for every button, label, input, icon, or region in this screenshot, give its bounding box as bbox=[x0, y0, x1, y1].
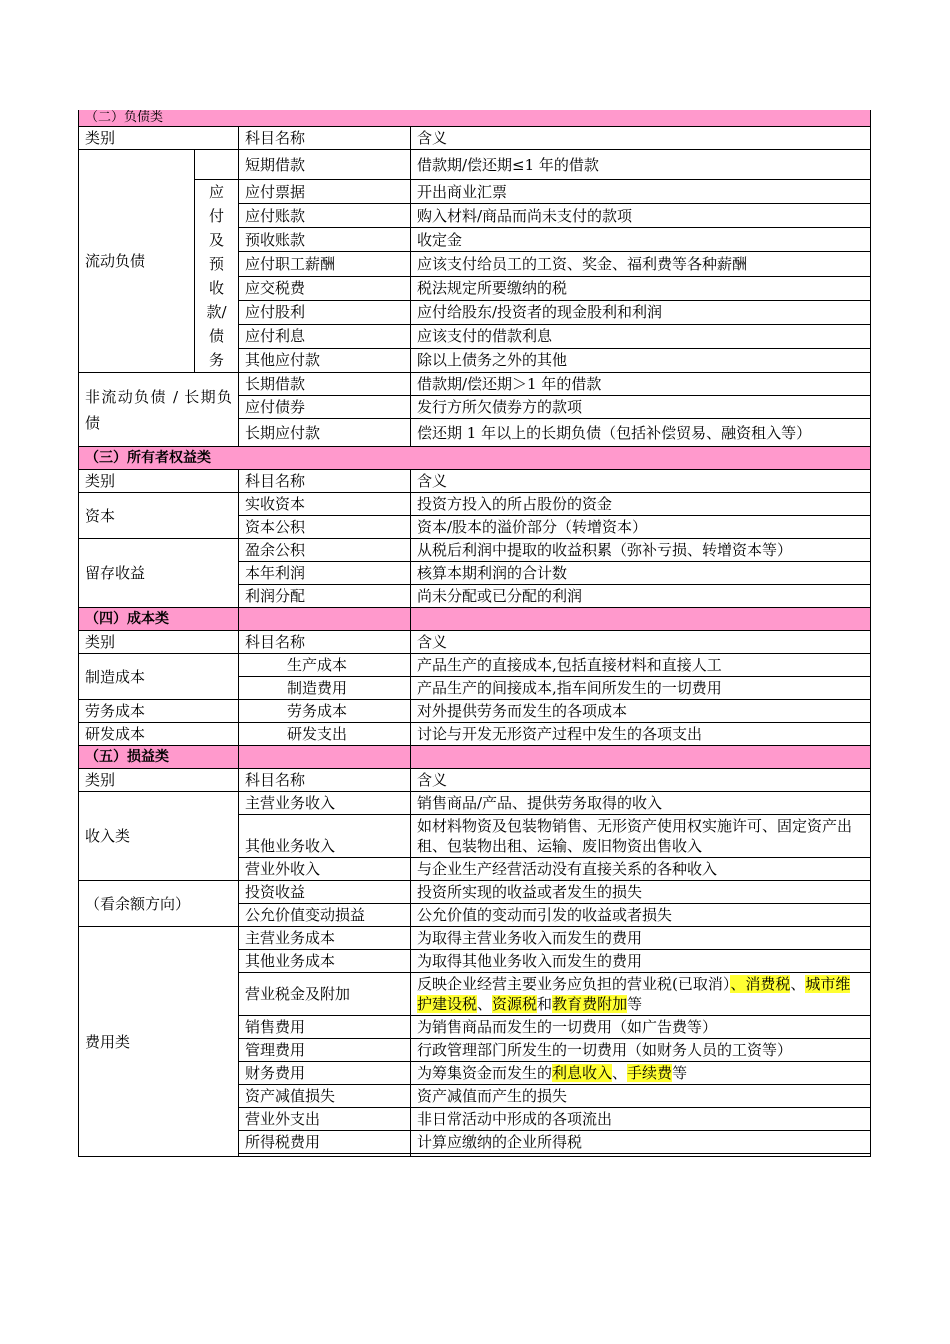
category-cell: （看余额方向） bbox=[79, 881, 239, 927]
section-title: （五）损益类 bbox=[79, 746, 239, 769]
subject-cell: 制造费用 bbox=[239, 677, 411, 700]
subject-cell bbox=[239, 1154, 411, 1157]
meaning-cell: 收定金 bbox=[411, 228, 871, 252]
subject-cell: 主营业务成本 bbox=[239, 927, 411, 950]
subject-cell: 研发支出 bbox=[239, 723, 411, 746]
meaning-cell: 投资所实现的收益或者发生的损失 bbox=[411, 881, 871, 904]
meaning-cell: 税法规定所要缴纳的税 bbox=[411, 276, 871, 300]
category-cell: 流动负债 bbox=[79, 150, 195, 373]
subject-cell: 生产成本 bbox=[239, 654, 411, 677]
subject-cell: 所得税费用 bbox=[239, 1131, 411, 1154]
header-category: 类别 bbox=[79, 127, 239, 150]
meaning-text: 为筹集资金而发生的 bbox=[417, 1064, 553, 1082]
table-row bbox=[79, 180, 871, 204]
accounting-subjects-page bbox=[78, 110, 870, 1157]
meaning-cell: 对外提供劳务而发生的各项成本 bbox=[411, 700, 871, 723]
category-cell: 非流动负债 / 长期负债 bbox=[79, 373, 239, 447]
subject-cell: 营业外支出 bbox=[239, 1108, 411, 1131]
section-cost bbox=[79, 608, 871, 631]
category-cell: 劳务成本 bbox=[79, 700, 239, 723]
highlight-text: 利息收入 bbox=[552, 1064, 613, 1082]
subject-cell: 公允价值变动损益 bbox=[239, 904, 411, 927]
section-title: （二）负债类 bbox=[79, 110, 871, 127]
header-subject: 科目名称 bbox=[239, 769, 411, 792]
header-category: 类别 bbox=[79, 769, 239, 792]
meaning-cell: 偿还期 1 年以上的长期负债（包括补偿贸易、融资租入等） bbox=[411, 419, 871, 447]
meaning-cell: 尚未分配或已分配的利润 bbox=[411, 585, 871, 608]
subject-cell: 应付股利 bbox=[239, 300, 411, 324]
subject-cell: 应付利息 bbox=[239, 324, 411, 348]
subject-cell: 应付债券 bbox=[239, 396, 411, 419]
accounting-subjects-table bbox=[78, 110, 871, 1157]
meaning-cell: 除以上债务之外的其他 bbox=[411, 348, 871, 372]
highlight-text: 城市维护建设税 bbox=[417, 975, 851, 1013]
header-meaning: 含义 bbox=[411, 631, 871, 654]
meaning-cell: 借款期/偿还期≤1 年的借款 bbox=[411, 150, 871, 180]
section-profit-loss bbox=[79, 746, 871, 769]
subject-cell: 投资收益 bbox=[239, 881, 411, 904]
subject-cell: 预收账款 bbox=[239, 228, 411, 252]
meaning-cell: 从税后利润中提取的收益积累（弥补亏损、转增资本等） bbox=[411, 539, 871, 562]
meaning-text: 、 bbox=[612, 1064, 628, 1082]
section-blank bbox=[411, 746, 871, 769]
table-row bbox=[79, 700, 871, 723]
header-category: 类别 bbox=[79, 631, 239, 654]
meaning-cell: 行政管理部门所发生的一切费用（如财务人员的工资等） bbox=[411, 1039, 871, 1062]
subject-cell: 长期应付款 bbox=[239, 419, 411, 447]
table-row bbox=[79, 539, 871, 562]
category-cell: 研发成本 bbox=[79, 723, 239, 746]
table-row bbox=[79, 927, 871, 950]
meaning-cell: 计算应缴纳的企业所得税 bbox=[411, 1131, 871, 1154]
subject-cell: 实收资本 bbox=[239, 493, 411, 516]
category-cell: 资本 bbox=[79, 493, 239, 539]
category-cell: 留存收益 bbox=[79, 539, 239, 608]
meaning-text: 、 bbox=[477, 995, 493, 1013]
meaning-cell: 发行方所欠债券方的款项 bbox=[411, 396, 871, 419]
subject-cell: 利润分配 bbox=[239, 585, 411, 608]
table-row bbox=[79, 373, 871, 396]
meaning-cell: 借款期/偿还期＞1 年的借款 bbox=[411, 373, 871, 396]
subject-cell: 本年利润 bbox=[239, 562, 411, 585]
subject-cell: 短期借款 bbox=[239, 150, 411, 180]
subject-cell: 财务费用 bbox=[239, 1062, 411, 1085]
subject-cell: 管理费用 bbox=[239, 1039, 411, 1062]
subject-cell: 其他业务成本 bbox=[239, 950, 411, 973]
empty-cell bbox=[195, 150, 239, 180]
meaning-cell bbox=[411, 1154, 871, 1157]
table-row bbox=[79, 493, 871, 516]
table-row bbox=[79, 150, 871, 180]
subject-cell: 营业税金及附加 bbox=[239, 973, 411, 1016]
meaning-cell: 产品生产的直接成本,包括直接材料和直接人工 bbox=[411, 654, 871, 677]
section-blank bbox=[239, 746, 411, 769]
meaning-cell: 资本/股本的溢价部分（转增资本） bbox=[411, 516, 871, 539]
meaning-text: 、 bbox=[790, 975, 806, 993]
meaning-cell: 为取得主营业务收入而发生的费用 bbox=[411, 927, 871, 950]
header-subject: 科目名称 bbox=[239, 127, 411, 150]
header-meaning: 含义 bbox=[411, 127, 871, 150]
subject-cell: 资产减值损失 bbox=[239, 1085, 411, 1108]
subject-cell: 主营业务收入 bbox=[239, 792, 411, 815]
header-category: 类别 bbox=[79, 470, 239, 493]
category-cell: 费用类 bbox=[79, 927, 239, 1157]
subject-cell: 劳务成本 bbox=[239, 700, 411, 723]
subject-cell: 其他应付款 bbox=[239, 348, 411, 372]
meaning-cell: 应付给股东/投资者的现金股利和利润 bbox=[411, 300, 871, 324]
section-blank bbox=[411, 608, 871, 631]
meaning-cell: 产品生产的间接成本,指车间所发生的一切费用 bbox=[411, 677, 871, 700]
table-row bbox=[79, 881, 871, 904]
meaning-cell: 为取得其他业务收入而发生的费用 bbox=[411, 950, 871, 973]
meaning-text: 反映企业经营主要业务应负担的营业税(已取消） bbox=[417, 975, 731, 993]
section-equity bbox=[79, 447, 871, 470]
subgroup-cell: 应 付 及 预 收 款/ 债 务 bbox=[195, 180, 239, 373]
highlight-text: 、消费税 bbox=[730, 975, 791, 993]
meaning-cell: 讨论与开发无形资产过程中发生的各项支出 bbox=[411, 723, 871, 746]
subject-cell: 应付职工薪酬 bbox=[239, 252, 411, 276]
meaning-cell: 应该支付的借款利息 bbox=[411, 324, 871, 348]
meaning-text: 和 bbox=[537, 995, 553, 1013]
meaning-cell: 为销售商品而发生的一切费用（如广告费等） bbox=[411, 1016, 871, 1039]
meaning-cell: 开出商业汇票 bbox=[411, 180, 871, 204]
header-row bbox=[79, 631, 871, 654]
meaning-cell: 公允价值的变动而引发的收益或者损失 bbox=[411, 904, 871, 927]
meaning-cell: 应该支付给员工的工资、奖金、福利费等各种薪酬 bbox=[411, 252, 871, 276]
subject-cell: 销售费用 bbox=[239, 1016, 411, 1039]
category-cell: 制造成本 bbox=[79, 654, 239, 700]
table-row bbox=[79, 654, 871, 677]
meaning-cell: 核算本期利润的合计数 bbox=[411, 562, 871, 585]
subject-cell: 营业外收入 bbox=[239, 858, 411, 881]
category-cell: 收入类 bbox=[79, 792, 239, 881]
header-meaning: 含义 bbox=[411, 470, 871, 493]
subject-cell: 盈余公积 bbox=[239, 539, 411, 562]
meaning-text: 等 bbox=[672, 1064, 688, 1082]
highlight-text: 教育费附加 bbox=[552, 995, 628, 1013]
subject-cell: 应交税费 bbox=[239, 276, 411, 300]
meaning-cell: 购入材料/商品而尚未支付的款项 bbox=[411, 204, 871, 228]
section-title: （四）成本类 bbox=[79, 608, 239, 631]
section-blank bbox=[239, 608, 411, 631]
subject-cell: 应付账款 bbox=[239, 204, 411, 228]
meaning-cell: 非日常活动中形成的各项流出 bbox=[411, 1108, 871, 1131]
meaning-cell bbox=[411, 1062, 871, 1085]
header-row bbox=[79, 470, 871, 493]
header-subject: 科目名称 bbox=[239, 470, 411, 493]
table-row bbox=[79, 723, 871, 746]
meaning-cell: 如材料物资及包装物销售、无形资产使用权实施许可、固定资产出租、包装物出租、运输、废旧物资出售收入 bbox=[411, 815, 871, 858]
meaning-cell: 资产减值而产生的损失 bbox=[411, 1085, 871, 1108]
subject-cell: 其他业务收入 bbox=[239, 815, 411, 858]
meaning-text: 等 bbox=[627, 995, 643, 1013]
header-row bbox=[79, 127, 871, 150]
subject-cell: 应付票据 bbox=[239, 180, 411, 204]
meaning-cell: 与企业生产经营活动没有直接关系的各种收入 bbox=[411, 858, 871, 881]
meaning-cell: 投资方投入的所占股份的资金 bbox=[411, 493, 871, 516]
table-row bbox=[79, 792, 871, 815]
header-meaning: 含义 bbox=[411, 769, 871, 792]
subject-cell: 资本公积 bbox=[239, 516, 411, 539]
header-subject: 科目名称 bbox=[239, 631, 411, 654]
meaning-cell: 销售商品/产品、提供劳务取得的收入 bbox=[411, 792, 871, 815]
header-row bbox=[79, 769, 871, 792]
subject-cell: 长期借款 bbox=[239, 373, 411, 396]
section-title: （三）所有者权益类 bbox=[79, 447, 871, 470]
meaning-cell bbox=[411, 973, 871, 1016]
section-liabilities bbox=[79, 110, 871, 127]
highlight-text: 资源税 bbox=[492, 995, 538, 1013]
highlight-text: 手续费 bbox=[627, 1064, 673, 1082]
